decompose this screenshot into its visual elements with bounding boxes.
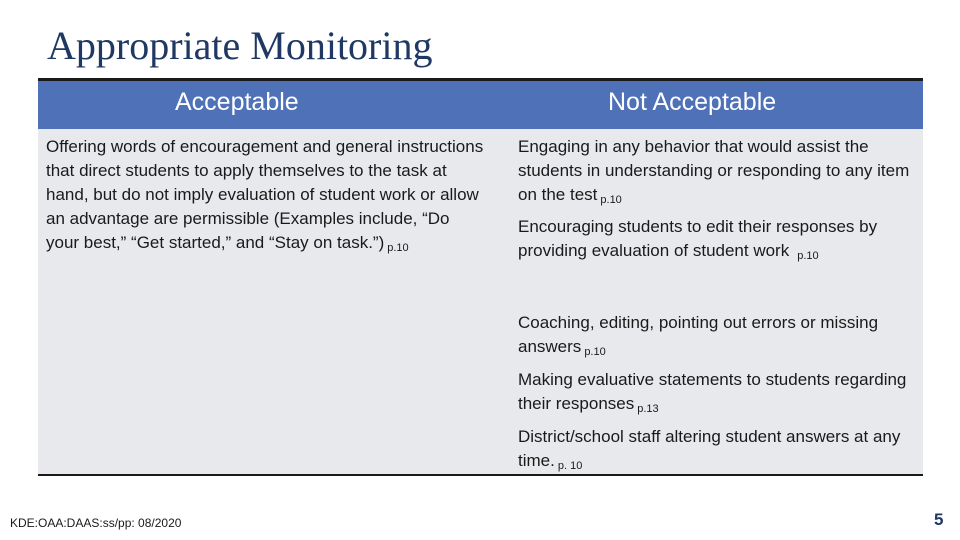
not-acceptable-item	[518, 311, 923, 364]
footer-code: KDE:OAA:DAAS:ss/pp: 08/2020	[10, 516, 182, 530]
page-number: 5	[934, 510, 944, 529]
not-acceptable-text: Encouraging students to edit their responses by providing evaluation of student work	[518, 217, 878, 260]
not-acceptable-item	[518, 215, 923, 268]
page-reference: p.10	[584, 346, 606, 358]
not-acceptable-text: Coaching, editing, pointing out errors or missing answers	[518, 313, 879, 356]
comparison-table	[38, 78, 923, 476]
page-reference: p.10	[600, 194, 622, 206]
page-reference: p. 10	[557, 460, 583, 472]
not-acceptable-item	[518, 425, 923, 478]
header-not-acceptable: Not Acceptable	[608, 88, 777, 116]
table-header-row	[38, 81, 923, 129]
page-reference: p.10	[797, 250, 819, 262]
page-reference: p.13	[637, 403, 659, 415]
page-reference: p.10	[387, 242, 409, 254]
not-acceptable-item	[518, 135, 923, 212]
slide-title: Appropriate Monitoring	[47, 23, 433, 68]
header-acceptable: Acceptable	[175, 88, 299, 116]
acceptable-text: Offering words of encouragement and general instructions that direct students to apply themselves to the task at hand, but do not imply evaluation of student work or allow an advantage are permissible (Examples include, “Do your best,” “Get started,” and “Stay on task.”)	[46, 137, 484, 252]
not-acceptable-text: Engaging in any behavior that would assist the students in understanding or responding to any item on the test	[518, 137, 910, 204]
not-acceptable-text: Making evaluative statements to students regarding their responses	[518, 370, 907, 413]
acceptable-cell	[46, 135, 486, 260]
not-acceptable-item	[518, 368, 923, 421]
not-acceptable-text: District/school staff altering student answers at any time.	[518, 427, 901, 470]
